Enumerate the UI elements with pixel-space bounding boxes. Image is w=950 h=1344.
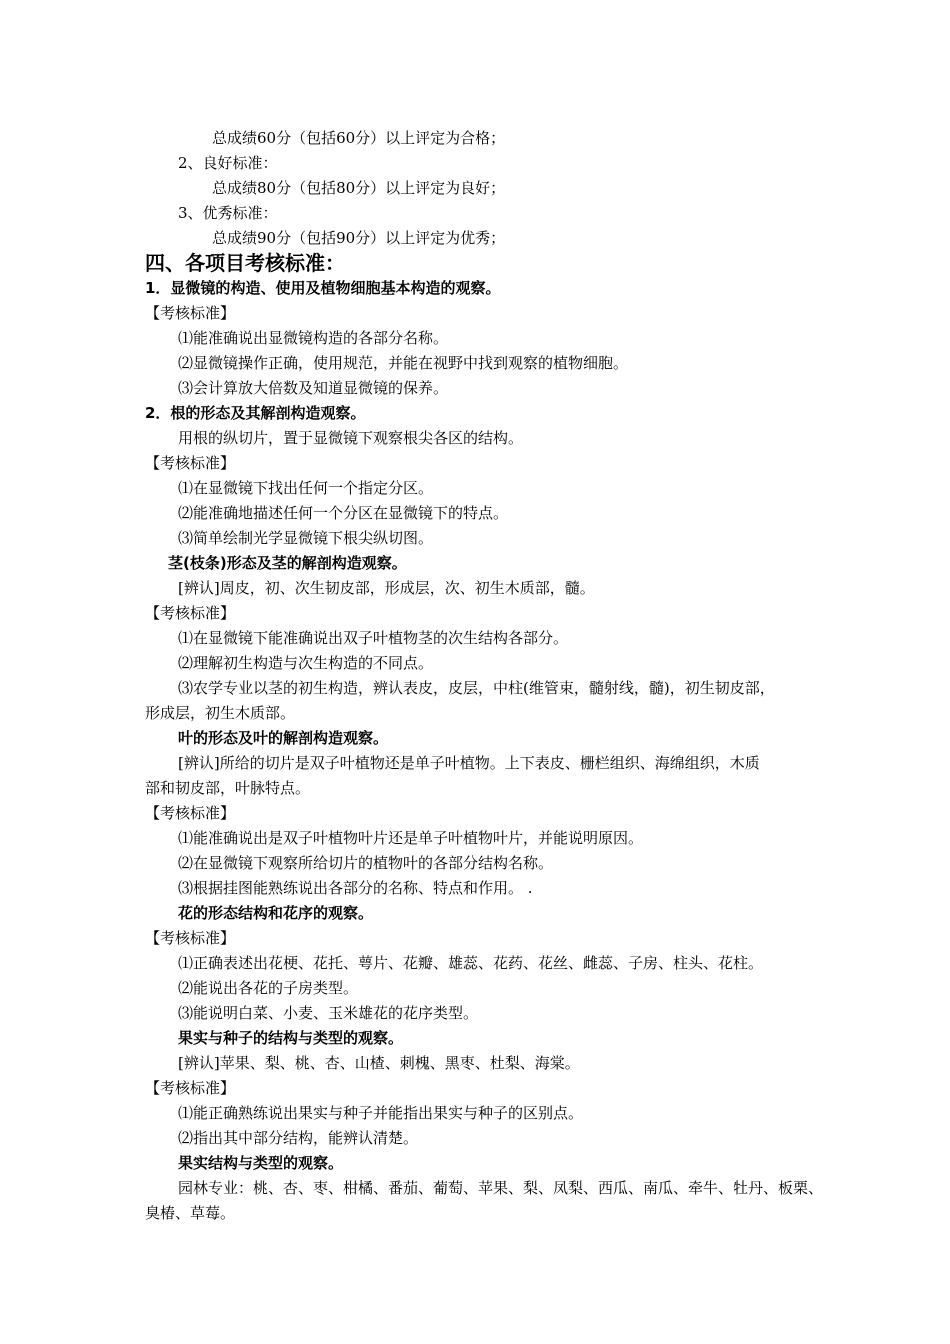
- item-7-description-continued: 臭椿、草莓。: [145, 1204, 236, 1222]
- pass-criteria: 总成绩60分（包括60分）以上评定为合格；: [212, 129, 506, 147]
- item-7-title: 果实结构与类型的观察。: [178, 1154, 344, 1172]
- excellent-criteria: 总成绩90分（包括90分）以上评定为优秀；: [212, 229, 506, 247]
- item-4-line-3: ⑶根据挂图能熟练说出各部分的名称、特点和作用。 .: [178, 879, 533, 897]
- item-3-title: 茎(枝条)形态及茎的解剖构造观察。: [168, 554, 407, 572]
- item-5-line-1: ⑴正确表述出花梗、花托、萼片、花瓣、雄蕊、花药、花丝、雌蕊、子房、柱头、花柱。: [178, 954, 764, 972]
- item-5-title: 花的形态结构和花序的观察。: [178, 904, 374, 922]
- item-2-line-2: ⑵能准确地描述任何一个分区在显微镜下的特点。: [178, 504, 509, 522]
- item-3-standard-label: 【考核标准】: [145, 604, 236, 622]
- item-2-title: 2．根的形态及其解剖构造观察。: [145, 404, 366, 422]
- item-1-standard-label: 【考核标准】: [145, 304, 236, 322]
- item-5-line-2: ⑵能说出各花的子房类型。: [178, 979, 359, 997]
- item-4-line-2: ⑵在显微镜下观察所给切片的植物叶的各部分结构名称。: [178, 854, 554, 872]
- item-2-line-3: ⑶简单绘制光学显微镜下根尖纵切图。: [178, 529, 434, 547]
- item-5-line-3: ⑶能说明白菜、小麦、玉米雄花的花序类型。: [178, 1004, 479, 1022]
- item-4-line-1: ⑴能准确说出是双子叶植物叶片还是单子叶植物叶片，并能说明原因。: [178, 829, 644, 847]
- item-6-line-2: ⑵指出其中部分结构，能辨认清楚。: [178, 1129, 419, 1147]
- item-3-line-3-continued: 形成层，初生木质部。: [145, 704, 296, 722]
- item-4-description-continued: 部和韧皮部，叶脉特点。: [145, 779, 311, 797]
- item-3-line-3: ⑶农学专业以茎的初生构造，辨认表皮，皮层，中柱(维管束，髓射线，髓)，初生韧皮部，: [178, 679, 775, 697]
- good-criteria: 总成绩80分（包括80分）以上评定为良好；: [212, 179, 506, 197]
- item-1-title: 1．显微镜的构造、使用及植物细胞基本构造的观察。: [145, 279, 501, 297]
- item-1-line-3: ⑶会计算放大倍数及知道显微镜的保养。: [178, 379, 449, 397]
- item-3-line-2: ⑵理解初生构造与次生构造的不同点。: [178, 654, 434, 672]
- item-6-standard-label: 【考核标准】: [145, 1079, 236, 1097]
- good-label: 2、良好标准：: [178, 154, 278, 172]
- item-6-description: [辨认]苹果、梨、桃、杏、山楂、刺槐、黑枣、杜梨、海棠。: [178, 1054, 580, 1072]
- item-4-standard-label: 【考核标准】: [145, 804, 236, 822]
- section-heading: 四、各项目考核标准：: [145, 251, 345, 275]
- excellent-label: 3、优秀标准：: [178, 204, 278, 222]
- item-2-line-1: ⑴在显微镜下找出任何一个指定分区。: [178, 479, 434, 497]
- item-6-title: 果实与种子的结构与类型的观察。: [178, 1029, 404, 1047]
- item-3-line-1: ⑴在显微镜下能准确说出双子叶植物茎的次生结构各部分。: [178, 629, 569, 647]
- item-7-description: 园林专业：桃、杏、枣、柑橘、番茄、葡萄、苹果、梨、凤梨、西瓜、南瓜、牵牛、牡丹、板栗、: [178, 1179, 824, 1197]
- item-1-line-1: ⑴能准确说出显微镜构造的各部分名称。: [178, 329, 449, 347]
- item-4-title: 叶的形态及叶的解剖构造观察。: [178, 729, 389, 747]
- item-4-description: [辨认]所给的切片是双子叶植物还是单子叶植物。上下表皮、栅栏组织、海绵组织，木质: [178, 754, 760, 772]
- item-1-line-2: ⑵显微镜操作正确，使用规范，并能在视野中找到观察的植物细胞。: [178, 354, 629, 372]
- item-5-standard-label: 【考核标准】: [145, 929, 236, 947]
- item-2-description: 用根的纵切片，置于显微镜下观察根尖各区的结构。: [178, 429, 524, 447]
- item-3-description: [辨认]周皮，初、次生韧皮部，形成层，次、初生木质部，髓。: [178, 579, 595, 597]
- item-2-standard-label: 【考核标准】: [145, 454, 236, 472]
- item-6-line-1: ⑴能正确熟练说出果实与种子并能指出果实与种子的区别点。: [178, 1104, 584, 1122]
